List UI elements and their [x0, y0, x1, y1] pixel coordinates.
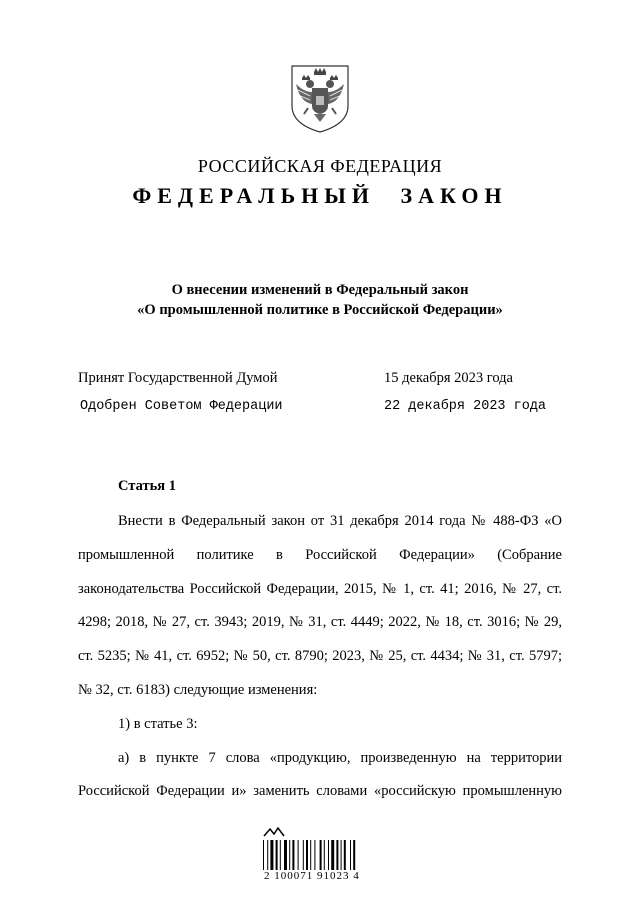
double-headed-eagle-emblem-icon [288, 62, 352, 134]
document-type: ФЕДЕРАЛЬНЫЙ ЗАКОН [132, 183, 508, 208]
duma-adoption-label: Принят Государственной Думой [78, 370, 278, 386]
barcode-number: 2 100071 91023 4 [264, 870, 360, 882]
article-paragraph: 1) в статье 3: [118, 715, 198, 732]
law-title [0, 280, 640, 320]
law-title-line-1: О внесении изменений в Федеральный закон [171, 282, 469, 298]
article-paragraph: Внести в Федеральный закон от 31 декабря 2014 года № 488-ФЗ «О промышленной политике в Российской Федерации» (Собрание законодательства Российской Федерации, 2015, № 1, ст. 41; 2016, № 27, ст. 4298; 2018, № 27, ст. 3943; 2019, № 31, ст. 4449; 2022, № 18, ст. 3016; № 29, ст. 5235; № 41, ст. 6952; № 50, ст. 8790; 2023, № 25, ст. 4434; № 31, ст. 5797; № 32, ст. 6183) следующие изменения: [78, 513, 562, 698]
article-heading: Статья 1 [118, 478, 176, 494]
duma-adoption-date: 15 декабря 2023 года [384, 370, 513, 386]
article-body [78, 505, 562, 809]
law-title-line-2: «О промышленной политике в Российской Федерации» [137, 302, 503, 318]
article-paragraph: а) в пункте 7 слова «продукцию, произведенную на территории Российской Федерации и» заменить словами «российскую промышленную [78, 749, 562, 800]
country-name: РОССИЙСКАЯ ФЕДЕРАЦИЯ [197, 156, 443, 176]
council-approval-label: Одобрен Советом Федерации [80, 399, 283, 414]
council-approval-date: 22 декабря 2023 года [384, 399, 547, 414]
barcode-mark-icon [262, 826, 286, 838]
barcode-icon [262, 840, 396, 870]
